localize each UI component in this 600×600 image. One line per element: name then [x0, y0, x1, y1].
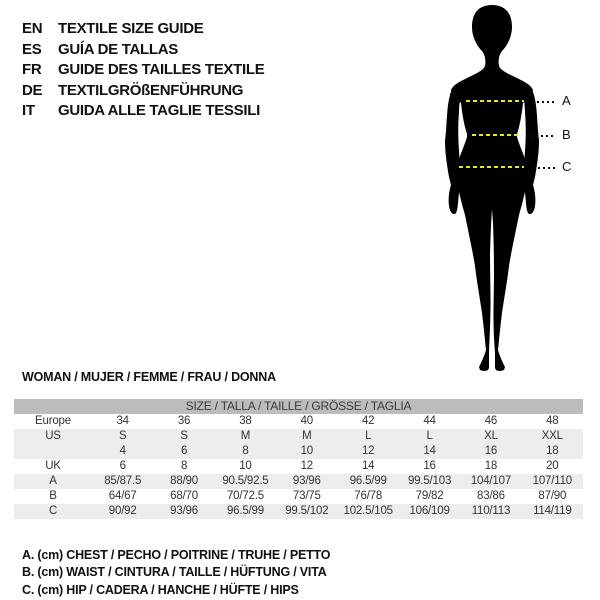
size-table-body: [14, 414, 583, 519]
language-code: DE: [22, 81, 43, 99]
size-cell: S: [153, 429, 214, 444]
size-cell: 12: [338, 444, 399, 459]
table-row: [14, 489, 583, 504]
size-cell: 42: [361, 415, 375, 427]
size-cell: 38: [239, 415, 252, 427]
section-title: WOMAN / MUJER / FEMME / FRAU / DONNA: [22, 370, 276, 384]
chest-label: A: [562, 93, 571, 108]
table-row: [14, 429, 583, 444]
hip-label: C: [562, 159, 572, 174]
size-cell: 106/109: [399, 504, 460, 519]
hip-dash-line: [459, 166, 524, 168]
language-code: EN: [22, 20, 43, 37]
size-cell: 10: [276, 444, 337, 459]
size-cell: M: [215, 429, 276, 444]
chest-leader-dots: [532, 101, 555, 103]
size-cell: 96.5/99: [215, 504, 276, 519]
row-label: B: [49, 490, 57, 502]
size-cell: 104/107: [460, 474, 521, 489]
size-cell: 76/78: [354, 490, 383, 502]
row-label: A: [14, 474, 92, 489]
language-list: [22, 19, 264, 122]
size-cell: 83/86: [477, 490, 505, 502]
size-table-wrap: [14, 399, 583, 519]
size-table: [14, 399, 583, 519]
size-cell: 6: [119, 460, 126, 472]
size-cell: 79/82: [415, 490, 444, 502]
row-label: US: [14, 429, 92, 444]
size-cell: L: [338, 429, 399, 444]
measurement-legend: [22, 547, 330, 599]
size-cell: 87/90: [538, 490, 567, 502]
table-row: [14, 504, 583, 519]
size-cell: 90/92: [92, 504, 153, 519]
size-cell: XL: [460, 429, 521, 444]
size-cell: 4: [92, 444, 153, 459]
size-cell: 46: [484, 415, 498, 427]
size-cell: 16: [423, 460, 436, 472]
size-cell: 34: [116, 415, 129, 427]
row-label: [14, 444, 92, 459]
size-cell: S: [92, 429, 153, 444]
waist-dash-line: [472, 134, 519, 136]
language-label: GUIDE DES TAILLES TEXTILE: [58, 61, 265, 79]
size-cell: 90.5/92.5: [215, 474, 276, 489]
woman-silhouette: [420, 3, 565, 375]
size-cell: 44: [423, 415, 436, 427]
silhouette-shapes: [445, 5, 539, 371]
legend-line: C. (cm) HIP / CADERA / HANCHE / HÜFTE / HIPS: [22, 582, 299, 597]
size-cell: 107/110: [522, 474, 583, 489]
language-code: ES: [22, 40, 42, 58]
size-cell: 102.5/105: [338, 504, 399, 519]
table-row: [14, 474, 583, 489]
table-row: [14, 459, 583, 474]
size-cell: 64/67: [108, 490, 137, 502]
size-cell: 70/72.5: [226, 490, 264, 502]
table-header-row: [14, 399, 583, 414]
size-cell: 40: [300, 415, 314, 427]
legend-line: B. (cm) WAIST / CINTURA / TAILLE / HÜFTUNG / VITA: [22, 565, 327, 580]
table-row: [14, 444, 583, 459]
size-cell: 93/96: [276, 474, 337, 489]
legend-line: A. (cm) CHEST / PECHO / POITRINE / TRUHE / PETTO: [22, 548, 331, 562]
size-cell: 73/75: [292, 490, 321, 502]
size-cell: 88/90: [153, 474, 214, 489]
size-cell: 68/70: [170, 490, 198, 502]
size-cell: 48: [546, 415, 559, 427]
language-row: [22, 19, 264, 40]
size-cell: 110/113: [460, 504, 521, 519]
size-cell: 14: [361, 460, 375, 472]
hip-leader-dots: [533, 167, 555, 169]
size-cell: 99.5/102: [276, 504, 337, 519]
size-cell: 16: [460, 444, 521, 459]
size-cell: 114/119: [522, 504, 583, 519]
size-cell: 18: [522, 444, 583, 459]
row-label: Europe: [35, 415, 71, 427]
size-cell: 18: [484, 460, 498, 472]
size-cell: 36: [177, 415, 191, 427]
language-label: GUÍA DE TALLAS: [58, 40, 178, 58]
size-cell: 8: [215, 444, 276, 459]
language-label: GUIDA ALLE TAGLIE TESSILI: [58, 102, 260, 120]
size-cell: 10: [239, 460, 252, 472]
language-code: FR: [22, 61, 42, 79]
size-cell: 93/96: [153, 504, 214, 519]
size-cell: L: [399, 429, 460, 444]
language-label: TEXTILE SIZE GUIDE: [58, 20, 204, 37]
size-cell: 96.5/99: [338, 474, 399, 489]
waist-label: B: [562, 127, 571, 142]
size-cell: 8: [180, 460, 188, 472]
language-row: [22, 40, 264, 61]
silhouette-body: [451, 5, 533, 371]
size-cell: 99.5/103: [399, 474, 460, 489]
row-label: C: [14, 504, 92, 519]
chest-dash-line: [466, 100, 524, 102]
size-cell: 12: [300, 460, 314, 472]
size-cell: 85/87.5: [92, 474, 153, 489]
table-row: [14, 414, 583, 429]
row-label: UK: [45, 460, 61, 472]
language-row: [22, 81, 264, 102]
language-label: TEXTILGRÖßENFÜHRUNG: [58, 81, 244, 99]
size-cell: XXL: [522, 429, 583, 444]
table-header: SIZE / TALLA / TAILLE / GRÖSSE / TAGLIA: [14, 399, 583, 414]
language-row: [22, 60, 264, 81]
waist-leader-dots: [526, 135, 554, 137]
size-cell: 6: [153, 444, 214, 459]
language-code: IT: [22, 102, 35, 120]
language-row: [22, 101, 264, 122]
size-cell: M: [276, 429, 337, 444]
size-cell: 14: [399, 444, 460, 459]
size-cell: 20: [546, 460, 559, 472]
